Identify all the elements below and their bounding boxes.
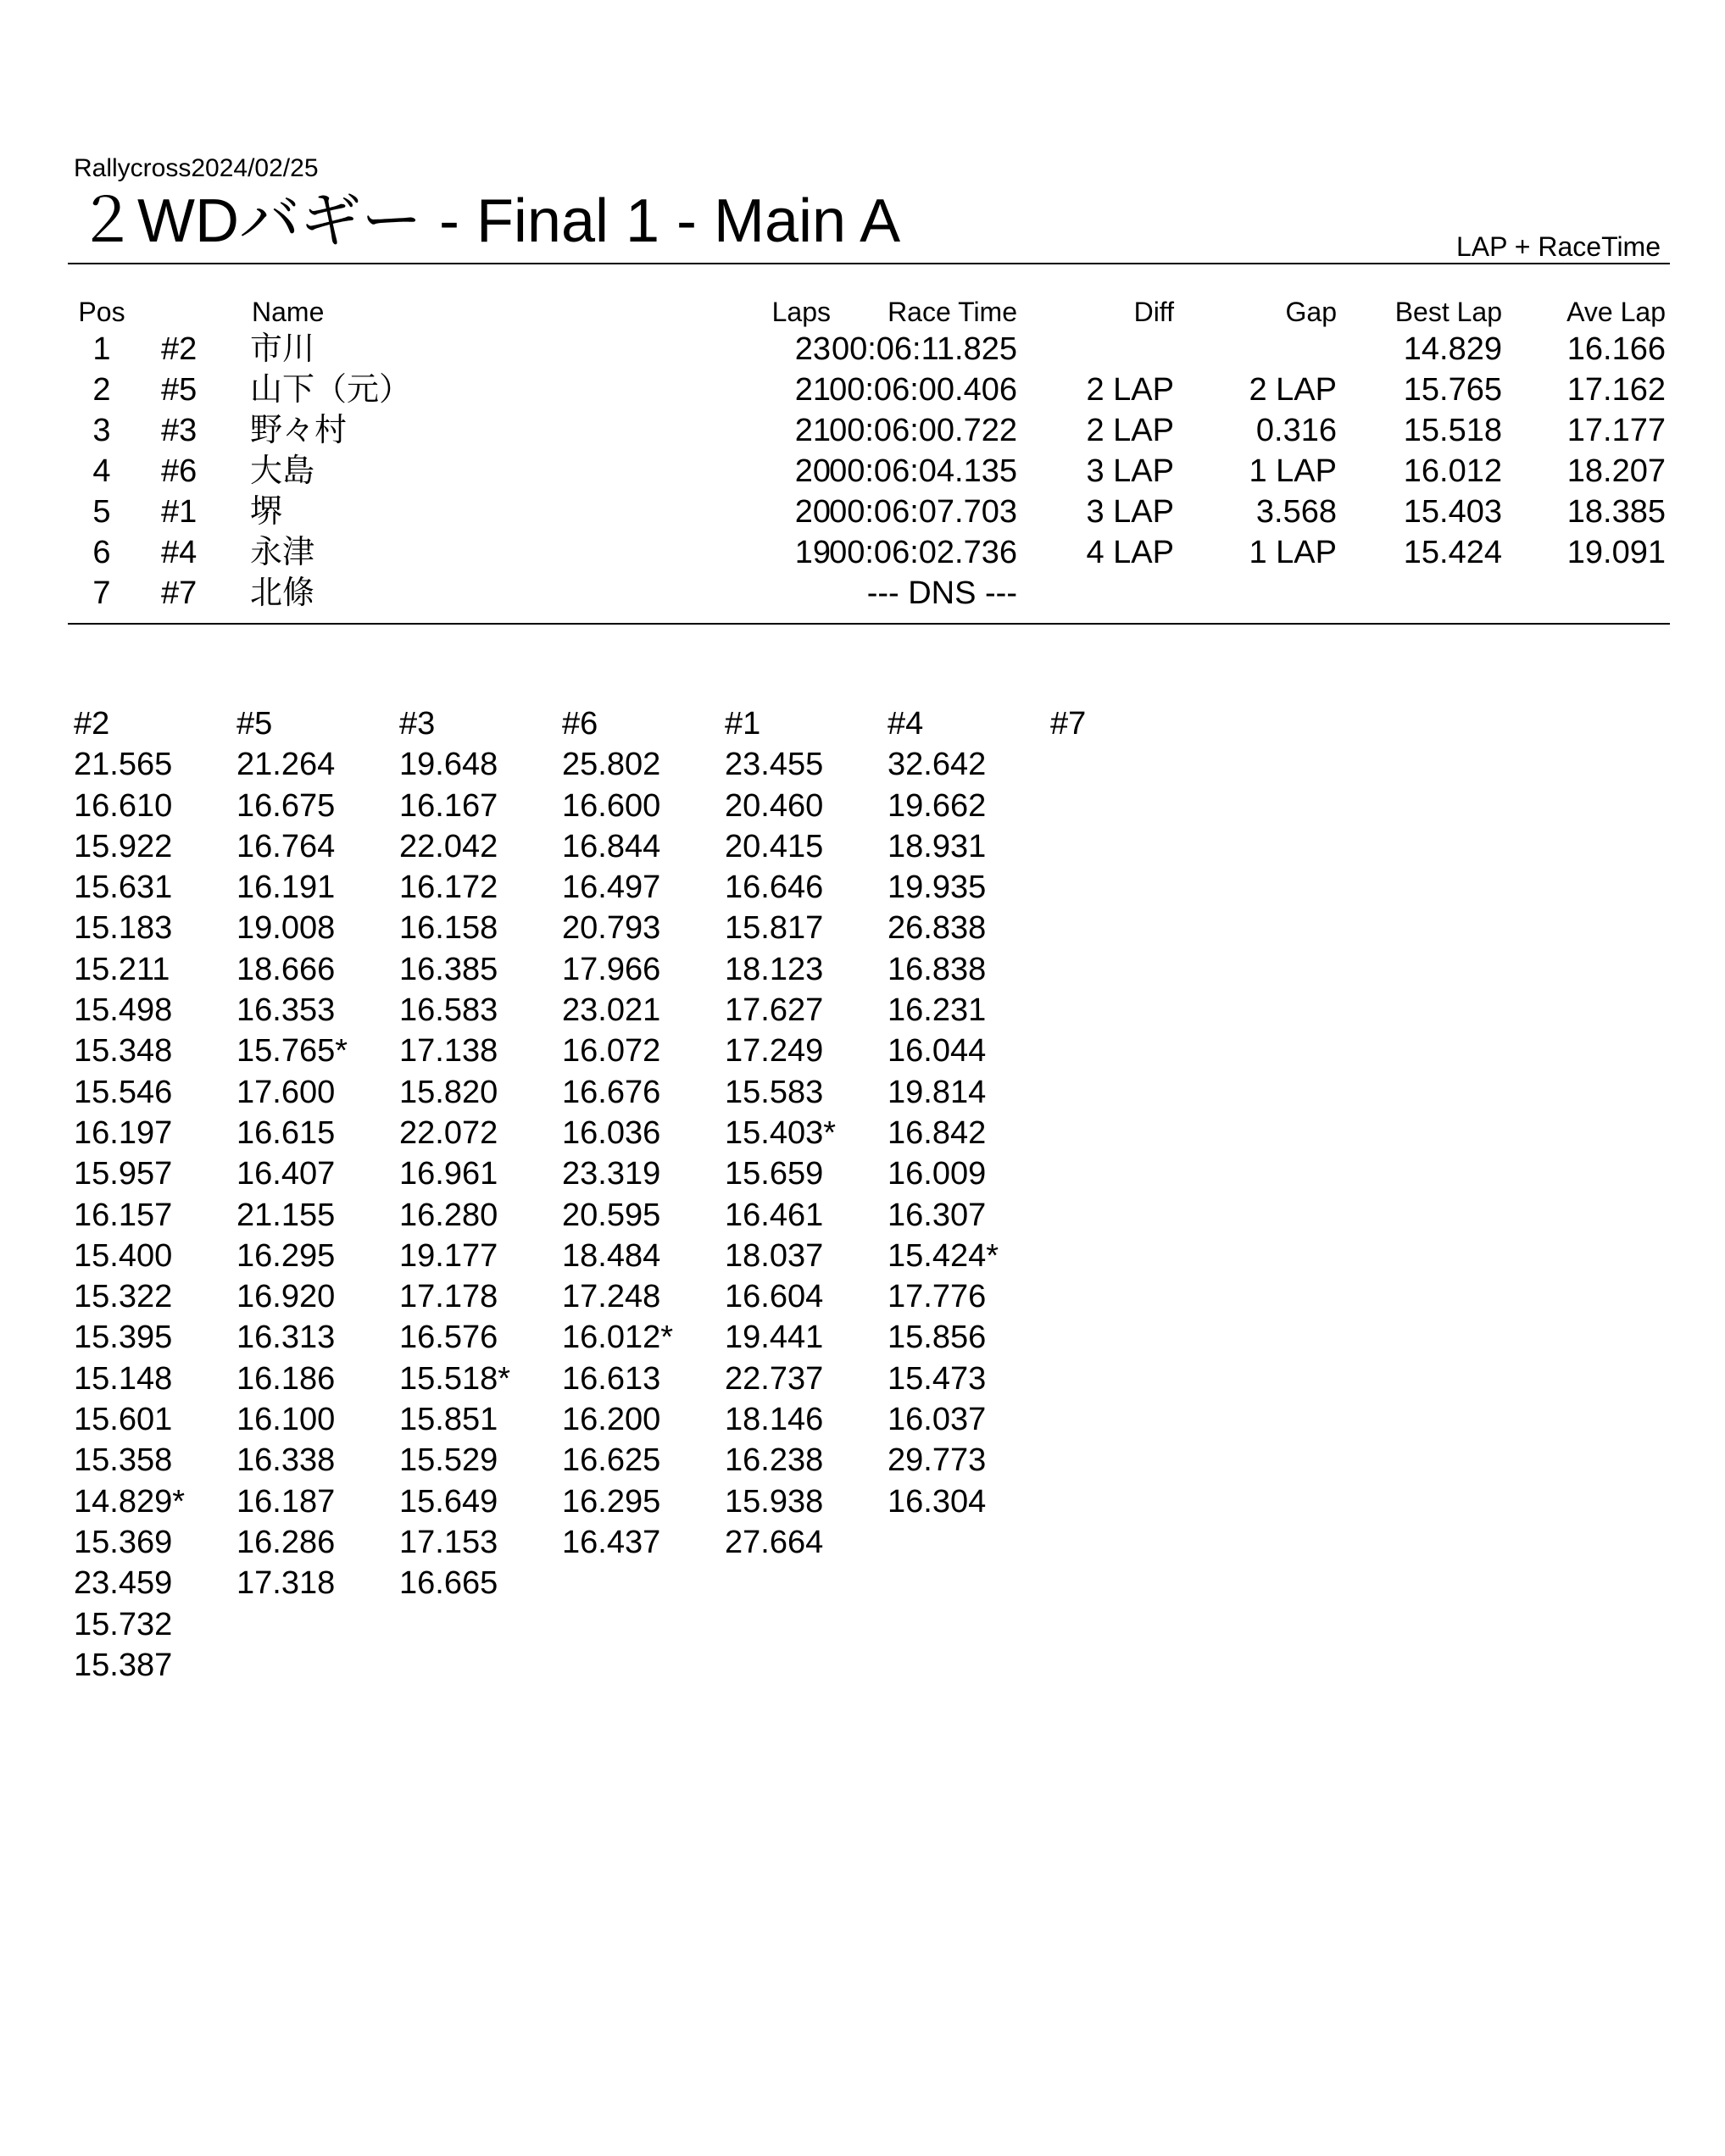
lap-time: 16.009: [888, 1156, 987, 1192]
lap-time: 15.498: [74, 992, 173, 1029]
lap-time: 15.922: [74, 828, 173, 864]
lap-time: 15.358: [74, 1442, 173, 1479]
lap-time: 16.238: [725, 1442, 824, 1479]
lap-time: 15.403*: [725, 1114, 837, 1151]
lap-time: 16.167: [399, 787, 498, 824]
lap-time: 16.036: [562, 1114, 661, 1151]
result-laps: 19: [794, 535, 831, 570]
lap-time: 15.732: [74, 1606, 173, 1642]
lap-time: 15.211: [74, 951, 170, 987]
lap-time: 15.400: [74, 1237, 173, 1274]
results-table: [68, 295, 1670, 614]
lap-time: 16.604: [725, 1279, 824, 1315]
lap-time: 21.565: [74, 747, 173, 783]
lap-time: 15.183: [74, 910, 173, 947]
result-car-number: #1: [161, 494, 198, 530]
result-race-time: 00:06:00.406: [829, 372, 1017, 408]
lap-column-car-number: #6: [562, 706, 598, 742]
lap-time: 22.737: [725, 1360, 824, 1397]
lap-time: 16.920: [236, 1279, 336, 1315]
lap-time: 19.935: [888, 870, 987, 906]
lap-time: 15.395: [74, 1320, 173, 1356]
lap-time: 15.473: [888, 1360, 987, 1397]
lap-time: 17.318: [236, 1565, 336, 1602]
table-row: [68, 492, 1670, 532]
lap-time: 15.765*: [236, 1033, 348, 1070]
result-gap: 2 LAP: [1249, 372, 1337, 408]
lap-time: 18.146: [725, 1402, 824, 1438]
result-driver-name: 大島: [250, 453, 315, 489]
lap-time: 15.601: [74, 1402, 173, 1438]
page-subtitle: LAP + RaceTime: [1456, 231, 1661, 262]
lap-time: 17.178: [399, 1279, 498, 1315]
result-car-number: #5: [161, 372, 198, 408]
result-ave-lap: 18.385: [1566, 494, 1666, 530]
result-gap: 1 LAP: [1249, 535, 1337, 570]
result-car-number: #7: [161, 575, 198, 611]
lap-time: 21.264: [236, 747, 336, 783]
col-pos-header: Pos: [78, 297, 125, 327]
lap-time: 16.675: [236, 787, 336, 824]
lap-time: 16.576: [399, 1320, 498, 1356]
result-car-number: #4: [161, 535, 198, 570]
lap-time: 19.008: [236, 910, 336, 947]
lap-time: 16.295: [562, 1483, 661, 1520]
results-header-row: [68, 295, 1670, 329]
lap-time: 16.012*: [562, 1320, 674, 1356]
lap-time: 17.776: [888, 1279, 987, 1315]
lap-time: 22.042: [399, 828, 498, 864]
lap-time: 16.646: [725, 870, 824, 906]
lap-time: 16.286: [236, 1524, 336, 1560]
bottom-divider: [68, 623, 1670, 625]
result-ave-lap: 16.166: [1566, 331, 1666, 367]
lap-time: 15.817: [725, 910, 824, 947]
lap-time: 16.844: [562, 828, 661, 864]
result-race-time: 00:06:11.825: [831, 331, 1017, 367]
col-ave-lap-header: Ave Lap: [1566, 297, 1666, 327]
lap-time: 20.415: [725, 828, 824, 864]
result-race-time: --- DNS ---: [866, 575, 1017, 611]
lap-time: 15.938: [725, 1483, 824, 1520]
lap-time: 23.021: [562, 992, 661, 1029]
result-pos: 4: [92, 453, 111, 489]
lap-time: 16.961: [399, 1156, 498, 1192]
lap-time: 15.649: [399, 1483, 498, 1520]
lap-time: 15.659: [725, 1156, 824, 1192]
lap-time: 16.186: [236, 1360, 336, 1397]
table-row: [68, 532, 1670, 573]
lap-time: 16.385: [399, 951, 498, 987]
result-diff: 2 LAP: [1086, 372, 1174, 408]
lap-time: 15.387: [74, 1647, 173, 1683]
table-row: [68, 573, 1670, 614]
lap-time: 19.662: [888, 787, 987, 824]
result-car-number: #6: [161, 453, 198, 489]
lap-time: 15.348: [74, 1033, 173, 1070]
lap-time: 16.338: [236, 1442, 336, 1479]
lap-time: 17.248: [562, 1279, 661, 1315]
lap-time: 16.304: [888, 1483, 987, 1520]
result-gap: 1 LAP: [1249, 453, 1337, 489]
result-car-number: #2: [161, 331, 198, 367]
lap-time: 15.369: [74, 1524, 173, 1560]
result-best-lap: 15.518: [1403, 413, 1502, 448]
lap-time: 16.037: [888, 1402, 987, 1438]
col-diff-header: Diff: [1133, 297, 1174, 327]
event-date: Rallycross2024/02/25: [74, 154, 319, 182]
lap-column-car-number: #7: [1050, 706, 1087, 742]
lap-time: 15.546: [74, 1074, 173, 1110]
result-gap: 3.568: [1255, 494, 1337, 530]
lap-time: 15.424*: [888, 1237, 999, 1274]
lap-time: 17.627: [725, 992, 824, 1029]
lap-time: 16.295: [236, 1237, 336, 1274]
lap-time: 17.138: [399, 1033, 498, 1070]
lap-time: 15.148: [74, 1360, 173, 1397]
result-best-lap: 15.403: [1403, 494, 1502, 530]
lap-time: 16.200: [562, 1402, 661, 1438]
lap-time: 16.072: [562, 1033, 661, 1070]
lap-time: 19.177: [399, 1237, 498, 1274]
lap-time: 32.642: [888, 747, 987, 783]
lap-time: 15.820: [399, 1074, 498, 1110]
col-name-header: Name: [252, 297, 325, 327]
result-best-lap: 15.765: [1403, 372, 1502, 408]
lap-time: 19.441: [725, 1320, 824, 1356]
result-driver-name: 山下（元）: [250, 372, 412, 408]
result-pos: 3: [92, 413, 111, 448]
result-pos: 7: [92, 575, 111, 611]
result-best-lap: 16.012: [1403, 453, 1502, 489]
lap-time: 15.583: [725, 1074, 824, 1110]
lap-time: 16.100: [236, 1402, 336, 1438]
page-title: ２WDバギー - Final 1 - Main A: [76, 187, 901, 255]
lap-time: 16.613: [562, 1360, 661, 1397]
lap-time: 16.353: [236, 992, 336, 1029]
table-row: [68, 370, 1670, 410]
lap-time: 27.664: [725, 1524, 824, 1560]
lap-column-car-number: #5: [236, 706, 273, 742]
lap-time: 18.666: [236, 951, 336, 987]
lap-column: [399, 703, 560, 1604]
lap-time: 23.455: [725, 747, 824, 783]
lap-time: 16.313: [236, 1320, 336, 1356]
result-laps: 23: [794, 331, 831, 367]
result-laps: 20: [794, 494, 831, 530]
lap-time: 23.459: [74, 1565, 173, 1602]
result-car-number: #3: [161, 413, 198, 448]
lap-time: 16.197: [74, 1114, 173, 1151]
lap-time: 16.191: [236, 870, 336, 906]
col-gap-header: Gap: [1285, 297, 1337, 327]
lap-time: 16.583: [399, 992, 498, 1029]
lap-time: 15.957: [74, 1156, 173, 1192]
lap-time: 22.072: [399, 1114, 498, 1151]
lap-time: 17.249: [725, 1033, 824, 1070]
lap-time: 23.319: [562, 1156, 661, 1192]
result-laps: 20: [794, 453, 831, 489]
lap-time: 17.600: [236, 1074, 336, 1110]
result-race-time: 00:06:07.703: [829, 494, 1017, 530]
lap-time: 18.484: [562, 1237, 661, 1274]
lap-time: 16.610: [74, 787, 173, 824]
lap-column-car-number: #4: [888, 706, 924, 742]
result-driver-name: 永津: [250, 535, 315, 570]
lap-time: 15.529: [399, 1442, 498, 1479]
lap-time: 15.322: [74, 1279, 173, 1315]
lap-column-car-number: #1: [725, 706, 761, 742]
lap-time: 16.231: [888, 992, 987, 1029]
lap-time: 16.158: [399, 910, 498, 947]
col-best-lap-header: Best Lap: [1394, 297, 1502, 327]
lap-time: 16.842: [888, 1114, 987, 1151]
lap-time: 16.187: [236, 1483, 336, 1520]
lap-time: 16.764: [236, 828, 336, 864]
lap-column: [725, 703, 886, 1563]
result-race-time: 00:06:00.722: [829, 413, 1017, 448]
result-best-lap: 15.424: [1403, 535, 1502, 570]
lap-time: 15.631: [74, 870, 173, 906]
lap-time: 20.460: [725, 787, 824, 824]
lap-time: 15.851: [399, 1402, 498, 1438]
result-driver-name: 北條: [250, 575, 315, 611]
result-ave-lap: 17.162: [1566, 372, 1666, 408]
lap-time: 16.461: [725, 1197, 824, 1233]
lap-time: 18.037: [725, 1237, 824, 1274]
result-pos: 1: [92, 331, 111, 367]
lap-time: 18.931: [888, 828, 987, 864]
lap-time: 16.280: [399, 1197, 498, 1233]
lap-time: 19.814: [888, 1074, 987, 1110]
result-best-lap: 14.829: [1403, 331, 1502, 367]
col-race-time-header: Race Time: [888, 297, 1017, 327]
lap-time: 16.497: [562, 870, 661, 906]
table-row: [68, 410, 1670, 451]
lap-time: 25.802: [562, 747, 661, 783]
lap-time: 14.829*: [74, 1483, 186, 1520]
result-laps: 21: [794, 413, 831, 448]
top-divider: [68, 263, 1670, 264]
col-laps-header: Laps: [771, 297, 831, 327]
result-driver-name: 野々村: [250, 413, 348, 448]
lap-time: 26.838: [888, 910, 987, 947]
result-race-time: 00:06:02.736: [829, 535, 1017, 570]
result-pos: 6: [92, 535, 111, 570]
lap-time: 29.773: [888, 1442, 987, 1479]
lap-column: [236, 703, 398, 1604]
lap-time: 16.172: [399, 870, 498, 906]
lap-column: [562, 703, 723, 1563]
lap-time: 19.648: [399, 747, 498, 783]
result-driver-name: 市川: [250, 331, 315, 367]
result-race-time: 00:06:04.135: [829, 453, 1017, 489]
lap-column: [888, 703, 1049, 1522]
lap-time: 17.153: [399, 1524, 498, 1560]
lap-time: 20.793: [562, 910, 661, 947]
result-diff: 3 LAP: [1086, 494, 1174, 530]
result-pos: 2: [92, 372, 111, 408]
lap-time: 16.307: [888, 1197, 987, 1233]
lap-time: 16.600: [562, 787, 661, 824]
lap-column-car-number: #3: [399, 706, 436, 742]
result-diff: 3 LAP: [1086, 453, 1174, 489]
result-driver-name: 堺: [250, 494, 283, 530]
lap-column-car-number: #2: [74, 706, 110, 742]
result-ave-lap: 17.177: [1566, 413, 1666, 448]
lap-time: 16.838: [888, 951, 987, 987]
lap-time: 16.615: [236, 1114, 336, 1151]
lap-time: 15.856: [888, 1320, 987, 1356]
result-ave-lap: 18.207: [1566, 453, 1666, 489]
result-pos: 5: [92, 494, 111, 530]
lap-time: 18.123: [725, 951, 824, 987]
table-row: [68, 451, 1670, 492]
lap-time: 16.157: [74, 1197, 173, 1233]
result-ave-lap: 19.091: [1566, 535, 1666, 570]
lap-time: 16.676: [562, 1074, 661, 1110]
result-diff: 2 LAP: [1086, 413, 1174, 448]
lap-time: 16.665: [399, 1565, 498, 1602]
lap-column: [1050, 703, 1211, 744]
result-diff: 4 LAP: [1086, 535, 1174, 570]
lap-column: [74, 703, 235, 1686]
result-gap: 0.316: [1255, 413, 1337, 448]
result-laps: 21: [794, 372, 831, 408]
lap-time: 16.625: [562, 1442, 661, 1479]
lap-time: 21.155: [236, 1197, 336, 1233]
lap-time: 16.044: [888, 1033, 987, 1070]
table-row: [68, 329, 1670, 370]
lap-time: 17.966: [562, 951, 661, 987]
lap-time: 16.437: [562, 1524, 661, 1560]
lap-time: 16.407: [236, 1156, 336, 1192]
lap-time: 20.595: [562, 1197, 661, 1233]
lap-time: 15.518*: [399, 1360, 511, 1397]
